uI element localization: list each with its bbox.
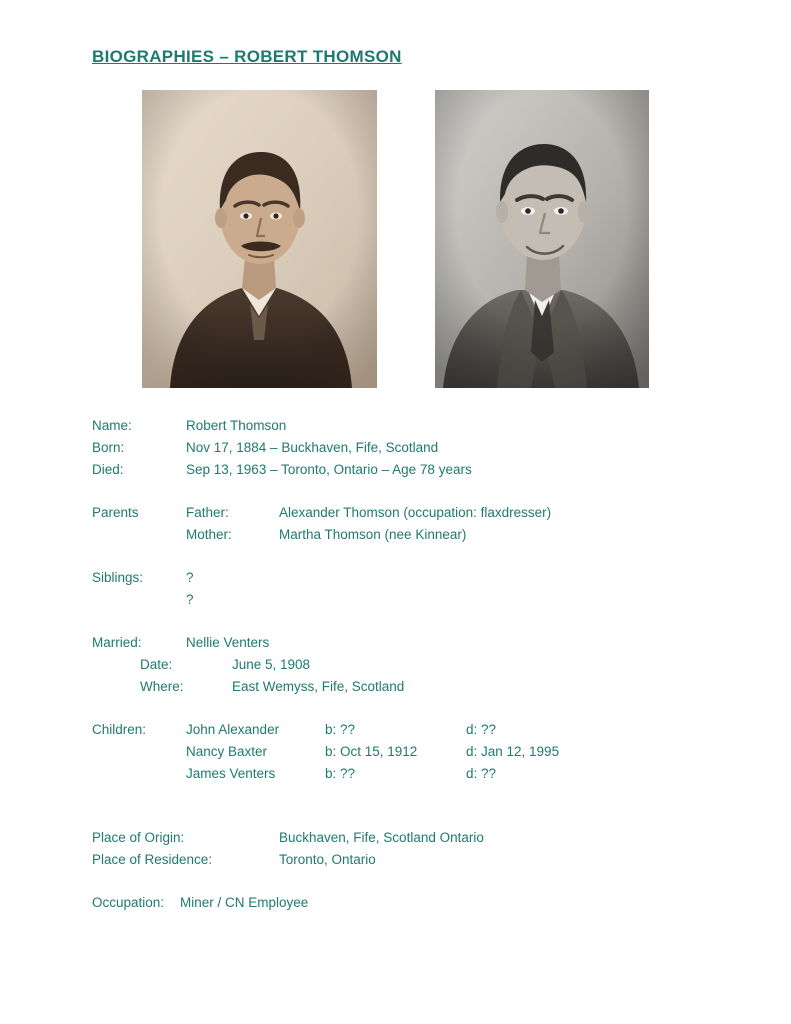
died-label: Died: <box>92 462 124 477</box>
married-where-label: Where: <box>140 679 184 694</box>
occupation-label: Occupation: <box>92 895 165 910</box>
siblings-value-2: ? <box>186 592 194 607</box>
child-died: d: ?? <box>466 766 497 781</box>
married-label: Married: <box>92 635 142 650</box>
portrait-photo-right <box>435 90 649 388</box>
child-died: d: ?? <box>466 722 497 737</box>
name-label: Name: <box>92 418 132 433</box>
place-of-origin-label: Place of Origin: <box>92 830 185 845</box>
born-value: Nov 17, 1884 – Buckhaven, Fife, Scotland <box>186 440 439 455</box>
father-value: Alexander Thomson (occupation: flaxdresser) <box>279 505 552 520</box>
child-died: d: Jan 12, 1995 <box>466 744 560 759</box>
place-of-residence-value: Toronto, Ontario <box>279 852 376 867</box>
married-value: Nellie Venters <box>186 635 270 650</box>
married-where-value: East Wemyss, Fife, Scotland <box>232 679 405 694</box>
place-of-origin-value: Buckhaven, Fife, Scotland Ontario <box>279 830 484 845</box>
born-label: Born: <box>92 440 125 455</box>
portrait-photo-left <box>142 90 377 388</box>
child-born: b: ?? <box>325 766 356 781</box>
children-label: Children: <box>92 722 147 737</box>
occupation-value: Miner / CN Employee <box>180 895 309 910</box>
married-date-label: Date: <box>140 657 173 672</box>
siblings-label: Siblings: <box>92 570 144 585</box>
name-value: Robert Thomson <box>186 418 287 433</box>
child-born: b: ?? <box>325 722 356 737</box>
child-born: b: Oct 15, 1912 <box>325 744 418 759</box>
place-of-residence-label: Place of Residence: <box>92 852 213 867</box>
child-name: Nancy Baxter <box>186 744 268 759</box>
sepia-portrait-illustration <box>142 90 377 388</box>
mother-label: Mother: <box>186 527 232 542</box>
page-title: BIOGRAPHIES – ROBERT THOMSON <box>92 47 402 66</box>
mother-value: Martha Thomson (nee Kinnear) <box>279 527 467 542</box>
child-name: James Venters <box>186 766 276 781</box>
father-label: Father: <box>186 505 229 520</box>
parents-label: Parents <box>92 505 139 520</box>
married-date-value: June 5, 1908 <box>232 657 311 672</box>
bw-portrait-illustration <box>435 90 649 388</box>
child-name: John Alexander <box>186 722 280 737</box>
died-value: Sep 13, 1963 – Toronto, Ontario – Age 78 years <box>186 462 472 477</box>
siblings-value-1: ? <box>186 570 194 585</box>
